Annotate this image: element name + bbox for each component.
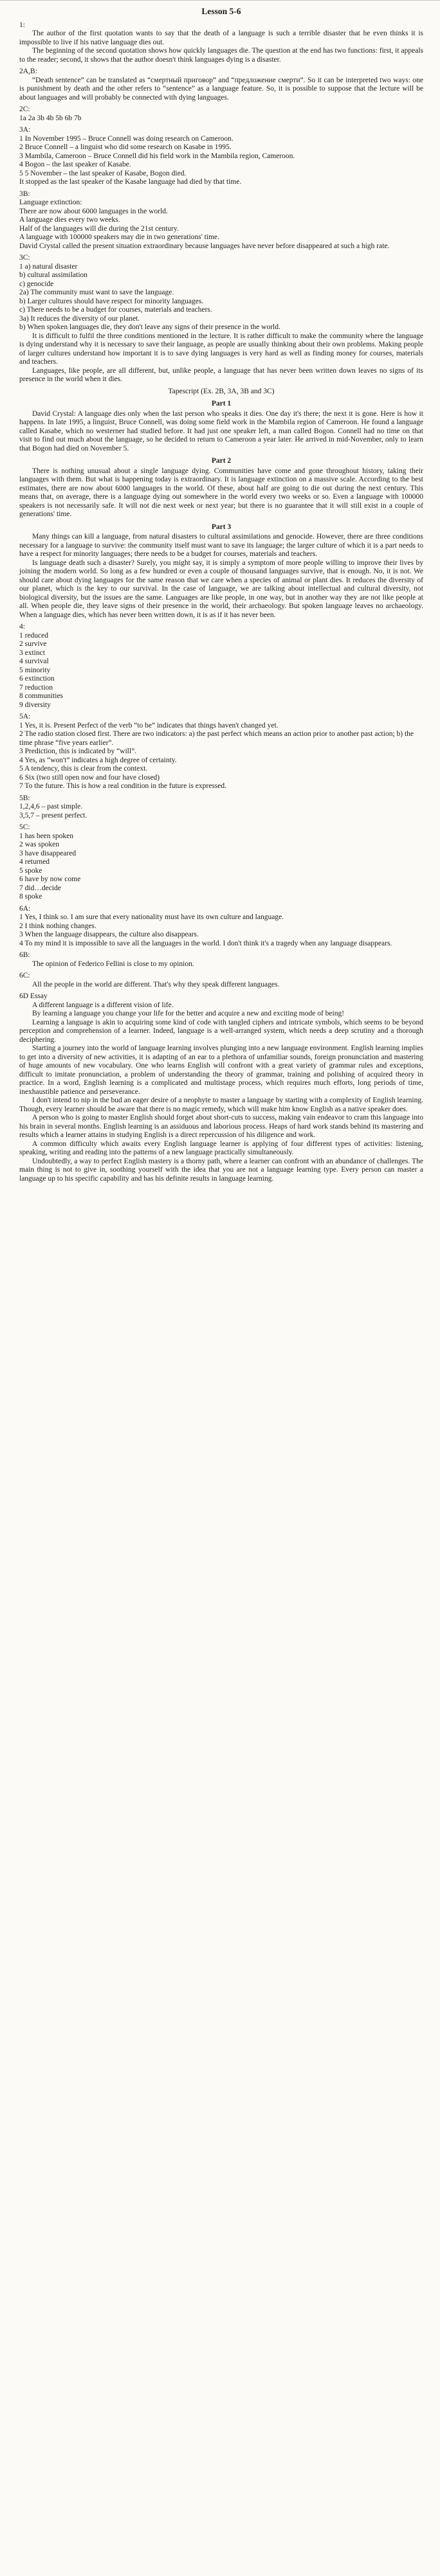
list-line: 3,5,7 – present perfect. (19, 811, 87, 819)
list-line: 3 Prediction, this is indicated by “will”. (19, 747, 137, 755)
section-label: 2C: (19, 105, 30, 113)
paragraph: The author of the first quotation wants to say that the death of a language is such a terrible disaster that he even thinks it is impossible to live if his native language dies out. (19, 30, 423, 46)
section-label: 6C: (19, 972, 30, 979)
list-line: c) There needs to be a budget for courses, materials and teachers. (19, 306, 212, 314)
list-line: Language extinction: (19, 199, 82, 206)
list-line: b) When spoken languages die, they don't leave any signs of their presence in the world. (19, 323, 280, 331)
list-line: c) genocide (19, 280, 54, 288)
list-line: 4 Bogon – the last speaker of Kasabe. (19, 161, 131, 168)
section-label: 6B: (19, 951, 30, 959)
paragraph: A common difficulty which awaits every English language learner is applying of four different types of activities: listening, speaking, writing and reading into the patterns of a new language practically simultaneously. (19, 1140, 423, 1156)
list-line: 1 has been spoken (19, 832, 73, 840)
part-heading: Part 2 (211, 457, 232, 465)
list-line: 7 reduction (19, 683, 53, 692)
list-line: 9 diversity (19, 701, 51, 709)
list-line: Half of the languages will die during the 21st century. (19, 224, 179, 233)
paragraph: By learning a language you change your life for the better and acquire a new and exciting mode of being! (32, 1010, 345, 1017)
list-line: It stopped as the last speaker of the Kasabe language had died by that time. (19, 178, 242, 186)
tapescript-caption: Tapescript (Ex. 2B, 3A, 3B and 3C) (168, 387, 275, 395)
list-line: 6 have by now come (19, 875, 81, 883)
list-line: 5 A tendency, this is clear from the context. (19, 765, 148, 773)
paragraph: Many things can kill a language, from natural disasters to cultural assimilations and genocide. However, there are three conditions necessary for a language to survive: the community itself must want to save its language; the larger culture of which it is a part needs to have a respect for minority languages; there needs to be a budget for courses, materials and teachers. (19, 533, 423, 558)
list-line: 1,2,4,6 – past simple. (19, 803, 83, 810)
list-line: 3a) It reduces the diversity of our planet. (19, 314, 140, 323)
list-line: 5 minority (19, 666, 51, 674)
section-label: 3C: (19, 254, 30, 262)
list-line: 2 was spoken (19, 841, 59, 848)
section-label: 2A,B: (19, 67, 37, 75)
paragraph: The opinion of Federico Fellini is close to my opinion. (32, 960, 194, 968)
paragraph: All the people in the world are different. That's why they speak different languages. (32, 980, 280, 988)
paragraph: A person who is going to master English should forget about short-cuts to success, making vain endeavor to cram this language into his brain in several months. English learning is an assiduous and laborious process. Heaps of hard work stands behind its mastering and results which a learner attains in studying English is a direct repercussion of his diligence and work. (19, 1114, 423, 1139)
list-line: 2 survive (19, 640, 47, 648)
list-line: A language dies every two weeks. (19, 216, 120, 224)
section-label: 6A: (19, 904, 31, 913)
list-line: 2a) The community must want to save the language. (19, 289, 174, 296)
paragraph: Is language death such a disaster? Surely, you might say, it is simply a symptom of more people willing to improve their lives by joining the modern world. So long as a few hundred or even a couple of thousand languages survive, that is enough. No, it is not. We should care about dying languages for the same reason that we care when a species of animal or plant dies. It reduces the diversity of our planet, which is the key to our survival. In the case of language, we are talking about intellectual and cultural diversity, not biological diversity, but the issues are the same. Languages are like people, in one way, but in another way they are not like people at all. When people die, they leave signs of their presence in the world, their archaeology. But spoken language leaves no archaeology. When a language dies, which has never been written down, it is as if it has never been. (19, 559, 423, 619)
list-line: 1 a) natural disaster (19, 262, 78, 271)
document-content (19, 7, 423, 1183)
paragraph: The beginning of the second quotation shows how quickly languages die. The question at the end has two functions: first, it appeals to the reader; second, it shows that the author doesn't think languages dying is a disaster. (19, 47, 423, 64)
list-line: 5 5 November – the last speaker of Kasabe, Bogon died. (19, 169, 187, 177)
list-line: 1 Yes, it is. Present Perfect of the verb “to be” indicates that things haven't changed yet. (19, 721, 279, 729)
section-label: 4: (19, 623, 25, 631)
list-line: 6 extinction (19, 675, 55, 683)
list-line: 1a 2a 3b 4b 5b 6b 7b (19, 114, 82, 122)
list-line: There are now about 6000 languages in the world. (19, 207, 168, 215)
paragraph: Starting a journey into the world of language learning involves plunging into a new language environment. English learning implies to get into a diversity of new activities, it is adapting of an ear to a plethora of unfamiliar sounds, foreign pronunciation and mastering of huge amounts of new vocabulary. One who learns English will confront with a great variety of grammar rules and exceptions, difficult to imitate pronunciation, a problem of understanding the theory of grammar, training and polishing of acquired theory in practice. In a word, English learning is a complicated and multistage process, which requires much efforts, long periods of time, inexhaustible patience and perseverance. (19, 1044, 423, 1096)
part-heading: Part 3 (211, 523, 232, 531)
list-line: 4 To my mind it is impossible to save all the languages in the world. I don't think it's a tragedy when any language disappears. (19, 939, 392, 947)
section-label: 1: (19, 21, 25, 29)
section-label: 5B: (19, 794, 30, 802)
list-line: 3 When the language disappears, the culture also disappears. (19, 931, 199, 938)
list-line: 3 Mambila, Cameroon – Bruce Connell did his field work in the Mambila region, Cameroon. (19, 152, 295, 160)
list-line: 6 Six (two still open now and four have closed) (19, 773, 160, 782)
paragraph: Languages, like people, are all different, but, unlike people, a language that has never been written down leaves no signs of its presence in the world when it dies. (19, 366, 423, 383)
list-line: 7 To the future. This is how a real condition in the future is expressed. (19, 782, 226, 790)
paragraph: It is difficult to fulfil the three conditions mentioned in the lecture. It is rather difficult to make the community where the language is dying understand why it is necessary to save their language, as people are usually thinking about their own problems. Making people of larger cultures understand how important it is to save dying languages is very hard as well as finding money for courses, materials and teachers. (19, 332, 423, 366)
paragraph: A different language is a different vision of life. (32, 1001, 174, 1009)
list-line: 8 spoke (19, 893, 42, 900)
list-line: 1 reduced (19, 631, 49, 640)
list-line: A language with 100000 speakers may die in two generations' time. (19, 233, 219, 241)
list-line: b) Larger cultures should have respect for minority languages. (19, 297, 204, 305)
list-line: 3 have disappeared (19, 849, 77, 857)
list-line: David Crystal called the present situation extraordinary because languages have never before disappeared at such a high rate. (19, 242, 390, 250)
paragraph: “Death sentence” can be translated as “смертный приговор” and “предложение смерти”. So it can be interpreted two ways: one is punishment by death and the other refers to “sentence” as a language feature. So, it is possible to suppose that the lecture will be about languages and will probably be connected with dying languages. (19, 76, 423, 102)
list-line: 4 Yes, as “won't” indicates a high degree of certainty. (19, 756, 177, 764)
list-line: b) cultural assimilation (19, 271, 88, 279)
part-heading: Part 1 (211, 400, 232, 407)
list-line: 2 I think nothing changes. (19, 922, 96, 930)
list-line: 4 survival (19, 657, 49, 665)
section-label: 3B: (19, 190, 30, 198)
list-line: 3 extinct (19, 648, 45, 657)
list-line: 1 Yes, I think so. I am sure that every nationality must have its own culture and language. (19, 913, 284, 921)
section-label: 6D Essay (19, 992, 48, 1000)
page-title: Lesson 5-6 (201, 6, 241, 16)
list-line: 2 Bruce Connell – a linguist who did some research on Kasabe in 1995. (19, 143, 232, 151)
paragraph: Learning a language is akin to acquiring some kind of code with tangled ciphers and intricate symbols, which seems to be beyond perception and comprehension of a learner. Indeed, language is a well-arranged system, which needs a deep scrutiny and a thorough deciphering. (19, 1018, 423, 1044)
paragraph: David Crystal: A language dies only when the last person who speaks it dies. One day it's there; the next it is gone. Here is how it happens. In late 1995, a linguist, Bruce Connell, was doing some field work in the Mambila region of Cameroon. He found a language called Kasabe, which no westerner had studied before. It had just one speaker left, a man called Bogon. Connell had no time on that visit to find out much about the language, so he decided to return to Cameroon a year later. He arrived in mid-November, only to learn that Bogon had died on November 5. (19, 409, 423, 452)
list-line: 8 communities (19, 692, 64, 700)
paragraph: Undoubtedly, a way to perfect English mastery is a thorny path, where a learner can confront with an abundance of challenges. The main thing is not to give in, soothing yourself with the idea that you are not a language learning type. Every person can master a language up to his specific capability and has his definite results in language learning. (19, 1157, 423, 1183)
paragraph: There is nothing unusual about a single language dying. Communities have come and gone throughout history, taking their languages with them. But what is happening today is extraordinary. It is language extinction on a massive scale. According to the best estimates, there are now about 6000 languages in the world. Of these, about half are going to die out during the next century. This means that, on average, there is a language dying out somewhere in the world every two weeks or so. Even a language with 100000 speakers is not necessarily safe. It will not die next week or next year; but there is no guarantee that it will still exist in a couple of generations' time. (19, 467, 423, 518)
list-line: 4 returned (19, 858, 50, 866)
paragraph: I don't intend to nip in the bud an eager desire of a neophyte to master a language by starting with a complexity of English learning. Though, every learner should be aware that there is no magic remedy, which will make him know English as a native speaker does. (19, 1096, 423, 1113)
list-line: 2 The radio station closed first. There are two indicators: a) the past perfect which means an action prior to another past action; b) the time phrase “five years earlier”. (19, 730, 414, 747)
section-label: 5C: (19, 823, 30, 831)
section-label: 3A: (19, 126, 31, 134)
section-label: 5A: (19, 713, 31, 720)
list-line: 5 spoke (19, 866, 42, 875)
list-line: 1 In November 1995 – Bruce Connell was doing research on Cameroon. (19, 134, 234, 143)
list-line: 7 did…decide (19, 884, 61, 892)
